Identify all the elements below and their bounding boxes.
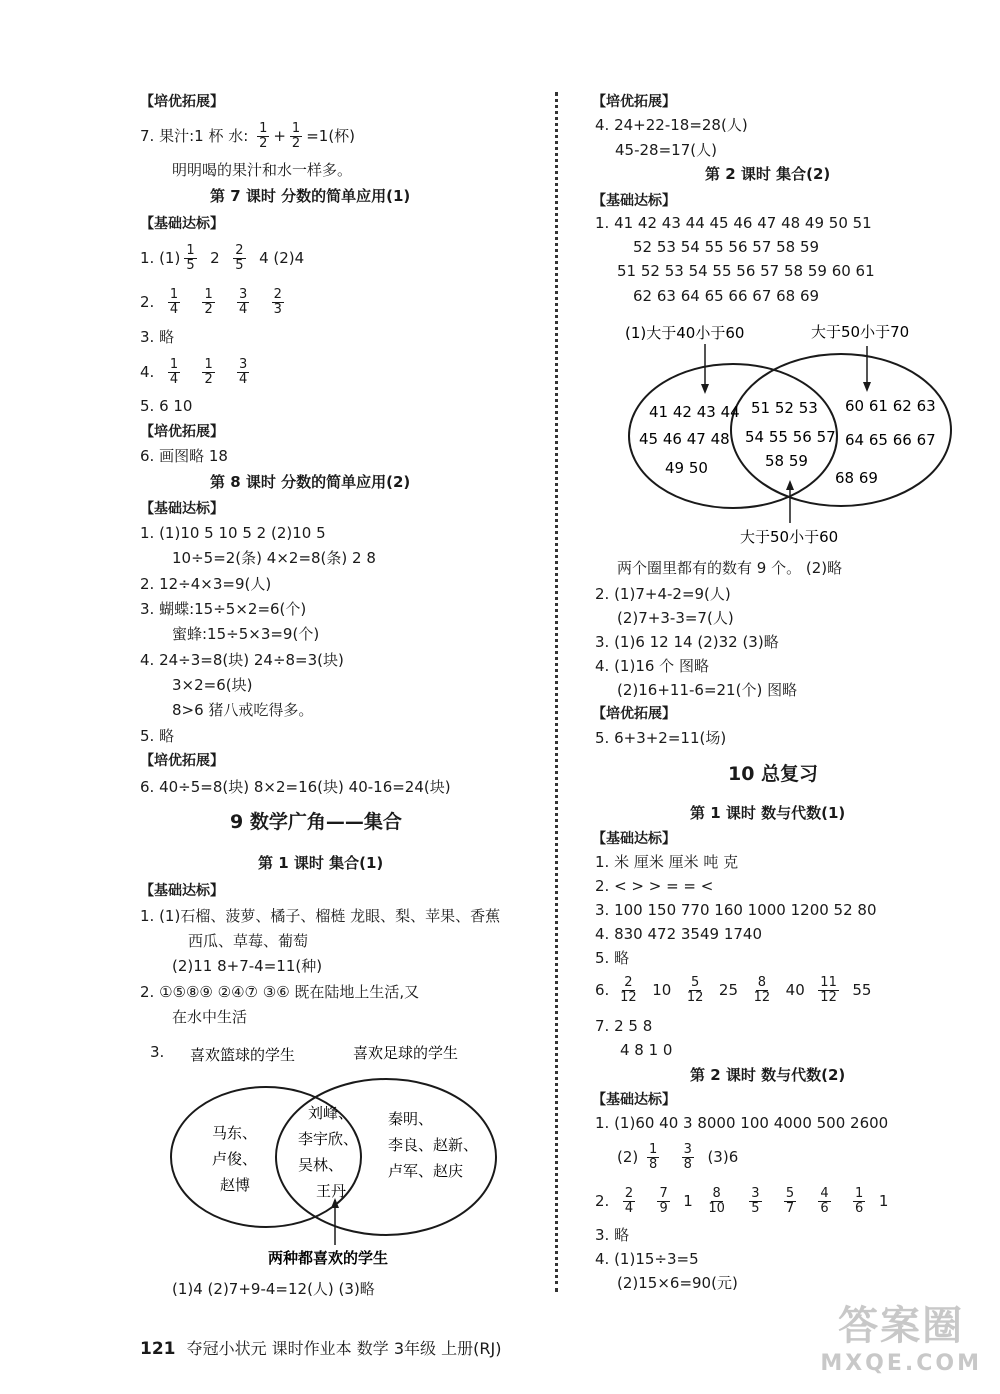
lesson-title: 第 1 课时 集合(1) bbox=[258, 854, 384, 872]
answer-text: (2)15×6=90(元) bbox=[617, 1274, 738, 1292]
lesson-title: 第 2 课时 集合(2) bbox=[705, 165, 831, 183]
svg-text:64 65 66 67: 64 65 66 67 bbox=[845, 431, 936, 449]
answer-5: 5. 略 bbox=[140, 727, 175, 745]
answer-1: 1. 米 厘米 厘米 吨 克 bbox=[595, 853, 739, 871]
answer-3: 3. 100 150 770 160 1000 1200 52 80 bbox=[595, 901, 877, 919]
answer-text: 52 53 54 55 56 57 58 59 bbox=[633, 238, 820, 256]
answer-2: 2. ①⑤⑧⑨ ②④⑦ ③⑥ 既在陆地上生活,又 bbox=[140, 983, 420, 1001]
tag-basic: 【基础达标】 bbox=[140, 216, 224, 232]
unit-title: 10 总复习 bbox=[728, 763, 819, 785]
fraction: $\frac{4}{6}$ bbox=[820, 1186, 829, 1216]
book-title: 夺冠小状元 课时作业本 数学 3年级 上册(RJ) bbox=[186, 1339, 502, 1358]
svg-text:吴林、: 吴林、 bbox=[298, 1156, 344, 1174]
answer-3: 3. (1)6 12 14 (2)32 (3)略 bbox=[595, 633, 779, 651]
tag-extension: 【培优拓展】 bbox=[140, 94, 224, 110]
tag-basic: 【基础达标】 bbox=[592, 193, 676, 209]
fraction: $\frac{5}{12}$ bbox=[686, 975, 704, 1005]
answer-1: 1. 41 42 43 44 45 46 47 48 49 50 51 bbox=[595, 214, 872, 232]
tag-extension: 【培优拓展】 bbox=[592, 94, 676, 110]
venn-label-basketball: 喜欢篮球的学生 bbox=[190, 1046, 296, 1064]
fraction: $\frac{2}{12}$ bbox=[620, 975, 637, 1005]
svg-text:68 69: 68 69 bbox=[835, 469, 878, 487]
venn-label-50-60: 大于50小于60 bbox=[740, 528, 839, 546]
answer-2: 2. 12÷4×3=9(人) bbox=[140, 575, 272, 593]
svg-text:51 52 53: 51 52 53 bbox=[751, 399, 818, 417]
svg-text:李良、赵新、: 李良、赵新、 bbox=[388, 1136, 479, 1154]
answer-3: 3. 略 bbox=[595, 1226, 630, 1244]
answer-text: 62 63 64 65 66 67 68 69 bbox=[633, 287, 820, 305]
answer-3: 3. 蝴蝶:15÷5×2=6(个) bbox=[140, 600, 307, 618]
svg-text:60 61 62 63: 60 61 62 63 bbox=[845, 397, 936, 415]
page-number: 121 bbox=[140, 1339, 176, 1359]
fraction: $\frac{11}{12}$ bbox=[820, 975, 837, 1005]
lesson-title: 第 7 课时 分数的简单应用(1) bbox=[210, 187, 411, 205]
fraction: $\frac{8}{12}$ bbox=[753, 975, 771, 1005]
fraction: $\frac{1}{2}$ bbox=[204, 287, 213, 317]
answer-7: 7. 果汁:1 杯 水: $\frac{1}{2}$ + $\frac{1}{2}$ =1(杯) bbox=[140, 121, 356, 151]
answer-4: 4. 24+22-18=28(人) bbox=[595, 116, 748, 134]
answer-5: 5. 6 10 bbox=[140, 397, 193, 415]
fraction: $\frac{1}{4}$ bbox=[169, 357, 179, 387]
fraction: $\frac{2}{3}$ bbox=[273, 287, 282, 317]
fraction: $\frac{3}{5}$ bbox=[751, 1186, 760, 1216]
svg-text:李宇欣、: 李宇欣、 bbox=[298, 1130, 359, 1148]
svg-text:马东、: 马东、 bbox=[212, 1124, 258, 1142]
fraction: $\frac{1}{5}$ bbox=[186, 243, 195, 273]
answer-6: 6. $\frac{2}{12}$ 10 $\frac{5}{12}$ 25 $\frac{8}{12}$ 40 $\frac{11}{12}$ 55 bbox=[595, 975, 872, 1005]
answer-text: 45-28=17(人) bbox=[615, 141, 717, 159]
answer-text: 蜜蜂:15÷5×3=9(个) bbox=[172, 625, 320, 643]
svg-text:41 42 43 44: 41 42 43 44 bbox=[649, 403, 740, 421]
answer-text: 8>6 猪八戒吃得多。 bbox=[172, 701, 314, 719]
answer-3: 3. 略 bbox=[140, 328, 175, 346]
answer-1: 1. (1)10 5 10 5 2 (2)10 5 bbox=[140, 524, 326, 542]
tag-basic: 【基础达标】 bbox=[592, 1092, 676, 1108]
answer-text: (1)4 (2)7+9-4=12(人) (3)略 bbox=[172, 1280, 375, 1298]
fraction: $\frac{1}{8}$ bbox=[649, 1142, 658, 1172]
answer-6: 6. 40÷5=8(块) 8×2=16(块) 40-16=24(块) bbox=[140, 778, 451, 796]
answer-6: 6. 画图略 18 bbox=[140, 447, 228, 465]
fraction: $\frac{3}{4}$ bbox=[239, 357, 248, 387]
answer-text: 4 8 1 0 bbox=[620, 1041, 673, 1059]
answer-text: 西瓜、草莓、葡萄 bbox=[188, 932, 309, 950]
fraction: $\frac{1}{2}$ bbox=[291, 121, 301, 151]
answer-4: 4. (1)15÷3=5 bbox=[595, 1250, 699, 1268]
page-footer bbox=[140, 1336, 501, 1359]
svg-text:卢俊、: 卢俊、 bbox=[212, 1150, 258, 1168]
svg-text:秦明、: 秦明、 bbox=[388, 1110, 434, 1128]
svg-text:赵博: 赵博 bbox=[220, 1176, 251, 1194]
answer-4: 4. $\frac{1}{4}$ $\frac{1}{2}$ $\frac{3}{4}$ bbox=[140, 357, 248, 387]
answer-4: 4. (1)16 个 图略 bbox=[595, 657, 709, 675]
svg-text:54 55 56 57: 54 55 56 57 bbox=[745, 428, 836, 446]
answer-text: 在水中生活 bbox=[172, 1008, 248, 1026]
svg-text:49 50: 49 50 bbox=[665, 459, 708, 477]
column-divider bbox=[555, 92, 558, 1292]
answer-1: 1. (1) $\frac{1}{5}$ 2 $\frac{2}{5}$ 4 (2)4 bbox=[140, 243, 305, 273]
svg-text:王丹: 王丹 bbox=[316, 1182, 347, 1200]
svg-text:58 59: 58 59 bbox=[765, 452, 808, 470]
answer-text: (2)11 8+7-4=11(种) bbox=[172, 957, 323, 975]
answer-2: 2. (1)7+4-2=9(人) bbox=[595, 585, 731, 603]
answer-text: 两个圈里都有的数有 9 个。 (2)略 bbox=[617, 559, 843, 577]
answer-4: 4. 830 472 3549 1740 bbox=[595, 925, 762, 943]
tag-extension: 【培优拓展】 bbox=[140, 753, 224, 769]
answer-1: 1. (1)60 40 3 8000 100 4000 500 2600 bbox=[595, 1114, 889, 1132]
answer-4: 4. 24÷3=8(块) 24÷8=3(块) bbox=[140, 651, 344, 669]
lesson-title: 第 2 课时 数与代数(2) bbox=[690, 1066, 846, 1084]
answer-1: 1. (1)石榴、菠萝、橘子、榴梿 龙眼、梨、苹果、香蕉 bbox=[140, 907, 501, 925]
tag-basic: 【基础达标】 bbox=[592, 831, 676, 847]
fraction: $\frac{3}{8}$ bbox=[683, 1142, 692, 1172]
fraction: $\frac{1}{2}$ bbox=[259, 121, 268, 151]
answer-text: 10÷5=2(条) 4×2=8(条) 2 8 bbox=[172, 549, 376, 567]
answer-2: 2. $\frac{1}{4}$ $\frac{1}{2}$ $\frac{3}{4}$ $\frac{2}{3}$ bbox=[140, 287, 282, 317]
answer-2: 2. $\frac{2}{4}$ $\frac{7}{9}$ 1 $\frac{8}{10}$ $\frac{3}{5}$ $\frac{5}{7}$ $\frac{4}{6}$ $\frac{1}{6}$ 1 bbox=[595, 1186, 889, 1216]
answer-text: 51 52 53 54 55 56 57 58 59 60 61 bbox=[617, 262, 875, 280]
watermark-logo: 答案圈 MXQE.COM bbox=[820, 1303, 982, 1376]
svg-text:卢军、赵庆: 卢军、赵庆 bbox=[388, 1162, 464, 1180]
fraction: $\frac{7}{9}$ bbox=[659, 1186, 668, 1216]
fraction: $\frac{5}{7}$ bbox=[785, 1186, 795, 1216]
tag-basic: 【基础达标】 bbox=[140, 501, 224, 517]
tag-extension: 【培优拓展】 bbox=[592, 706, 676, 722]
unit-title: 9 数学广角——集合 bbox=[230, 811, 402, 833]
fraction: $\frac{1}{2}$ bbox=[204, 357, 213, 387]
answer-text: 3×2=6(块) bbox=[172, 676, 253, 694]
answer-5: 5. 略 bbox=[595, 949, 630, 967]
lesson-title: 第 8 课时 分数的简单应用(2) bbox=[210, 473, 411, 491]
tag-basic: 【基础达标】 bbox=[140, 883, 224, 899]
venn-label-football: 喜欢足球的学生 bbox=[353, 1044, 459, 1062]
answer-text: (2)16+11-6=21(个) 图略 bbox=[617, 681, 798, 699]
fraction: $\frac{2}{4}$ bbox=[624, 1186, 634, 1216]
lesson-title: 第 1 课时 数与代数(1) bbox=[690, 804, 846, 822]
venn-label-40-60: (1)大于40小于60 bbox=[625, 324, 745, 342]
answer-text: 明明喝的果汁和水一样多。 bbox=[172, 161, 353, 179]
answer-5: 5. 6+3+2=11(场) bbox=[595, 729, 727, 747]
venn-label-both: 两种都喜欢的学生 bbox=[268, 1249, 389, 1267]
fraction: $\frac{1}{4}$ bbox=[169, 287, 179, 317]
answer-text: (2) $\frac{1}{8}$ $\frac{3}{8}$ (3)6 bbox=[617, 1142, 739, 1172]
answer-3: 3. bbox=[150, 1043, 165, 1061]
answer-2: 2. < > > = = < bbox=[595, 877, 714, 895]
svg-text:45 46 47 48: 45 46 47 48 bbox=[639, 430, 730, 448]
tag-extension: 【培优拓展】 bbox=[140, 424, 224, 440]
answer-text: (2)7+3-3=7(人) bbox=[617, 609, 734, 627]
venn-diagram-numbers bbox=[615, 318, 965, 550]
svg-text:刘峰、: 刘峰、 bbox=[308, 1104, 354, 1122]
fraction: $\frac{2}{5}$ bbox=[235, 243, 244, 273]
venn-diagram-students bbox=[160, 1040, 520, 1272]
fraction: $\frac{1}{6}$ bbox=[855, 1186, 864, 1216]
venn-label-50-70: 大于50小于70 bbox=[811, 323, 910, 341]
fraction: $\frac{8}{10}$ bbox=[708, 1186, 725, 1216]
answer-7: 7. 2 5 8 bbox=[595, 1017, 653, 1035]
fraction: $\frac{3}{4}$ bbox=[239, 287, 248, 317]
